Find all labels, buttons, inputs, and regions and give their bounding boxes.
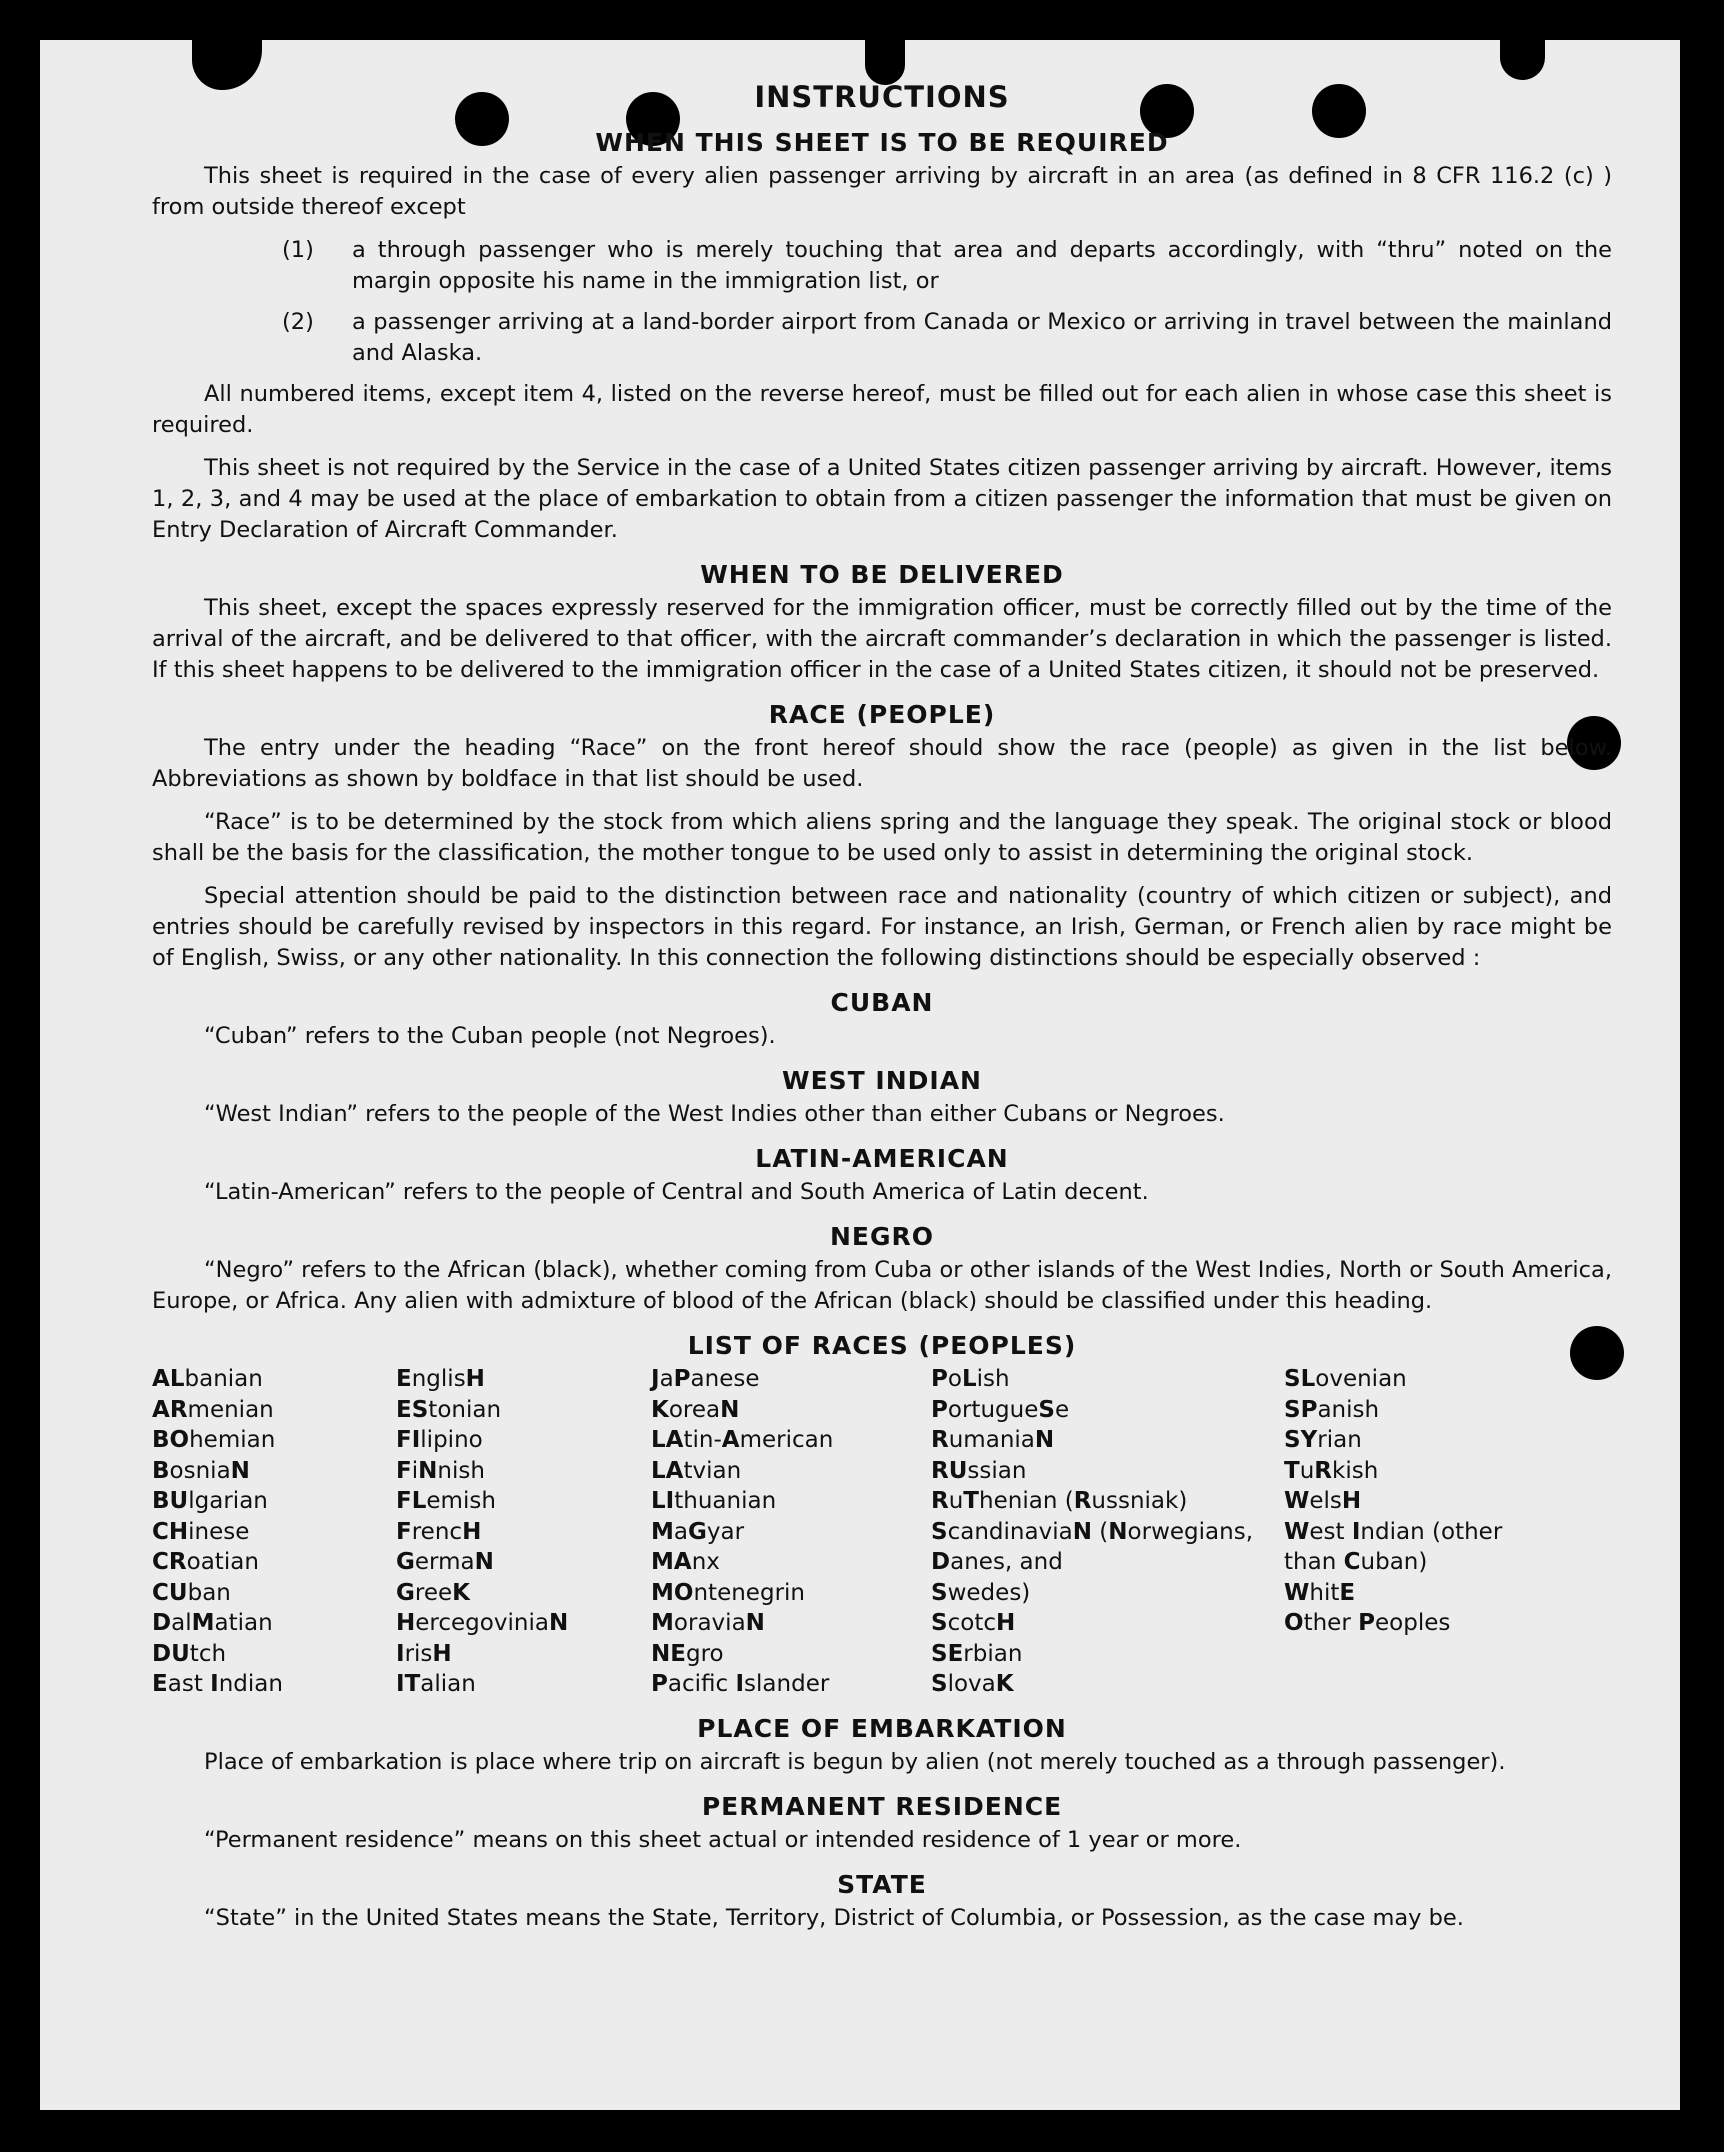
- paragraph: This sheet is required in the case of every alien passenger arriving by aircraft in an area (as defined in 8 CFR 116.2 (c) ) from outside thereof except: [152, 163, 1612, 220]
- race-entry: SPanish: [1284, 1396, 1380, 1423]
- section-heading-delivered: WHEN TO BE DELIVERED: [700, 560, 1064, 589]
- race-entry: WhitE: [1284, 1579, 1356, 1606]
- races-column: [1284, 1364, 1584, 1700]
- race-entry: MoraviaN: [651, 1610, 765, 1636]
- race-entry: RUssian: [931, 1457, 1027, 1484]
- race-entry: CHinese: [152, 1518, 250, 1545]
- paragraph: Special attention should be paid to the distinction between race and nationality (country of which citizen or subject), and entries should be carefully revised by inspectors in this regard. For instance, an Irish, German, or French alien by race might be of English, Swiss, or any other nationality. In this connection the following distinctions should be especially observed :: [152, 883, 1612, 971]
- paragraph: “Negro” refers to the African (black), whether coming from Cuba or other islands of the West Indies, North or South America, Europe, or Africa. Any alien with admixture of blood of the African (black) should be classified under this heading.: [152, 1257, 1612, 1314]
- section-heading-required: WHEN THIS SHEET IS TO BE REQUIRED: [595, 128, 1169, 157]
- race-entry: ScandinaviaN (Norwegians,: [931, 1518, 1254, 1545]
- race-entry: MOntenegrin: [651, 1579, 805, 1606]
- item-text: a passenger arriving at a land-border airport from Canada or Mexico or arriving in travel between the mainland and Alaska.: [352, 309, 1612, 366]
- section-heading-latin-american: LATIN-AMERICAN: [755, 1144, 1009, 1173]
- race-entry: Other Peoples: [1284, 1610, 1451, 1636]
- race-entry: FIlipino: [396, 1427, 483, 1453]
- paragraph: This sheet is not required by the Service in the case of a United States citizen passenger arriving by aircraft. However, items 1, 2, 3, and 4 may be used at the place of embarkation to obtain from a citizen passenger the information that must be given on Entry Declaration of Aircraft Commander.: [152, 455, 1612, 543]
- races-column: [152, 1364, 396, 1700]
- race-entry: RuThenian (Russniak): [931, 1488, 1188, 1514]
- race-entry: GreeK: [396, 1579, 470, 1606]
- section-heading-west-indian: WEST INDIAN: [782, 1066, 982, 1095]
- race-entry: EStonian: [396, 1396, 502, 1423]
- section-heading-residence: PERMANENT RESIDENCE: [701, 1791, 1063, 1821]
- race-entry: LAtvian: [651, 1457, 742, 1484]
- race-entry: DalMatian: [152, 1610, 273, 1636]
- section-heading-races-list: LIST OF RACES (PEOPLES): [687, 1331, 1077, 1360]
- item-number: (2): [282, 309, 314, 335]
- paragraph: Place of embarkation is place where trip on aircraft is begun by alien (not merely touched as a through passenger).: [204, 1748, 1506, 1775]
- race-entry: MAnx: [651, 1549, 720, 1575]
- race-entry: LAtin-American: [651, 1427, 834, 1453]
- paragraph: This sheet, except the spaces expressly reserved for the immigration officer, must be correctly filled out by the time of the arrival of the aircraft, and be delivered to that officer, with the aircraft commander’s declaration in which the passenger is listed. If this sheet happens to be delivered to the immigration officer in the case of a United States citizen, it should not be preserved.: [152, 595, 1612, 683]
- race-entry: SLovenian: [1284, 1366, 1407, 1392]
- section-heading-negro: NEGRO: [829, 1222, 935, 1251]
- instructions-content: [152, 40, 1612, 1946]
- race-entry: ScotcH: [931, 1610, 1016, 1636]
- race-entry: EnglisH: [396, 1366, 485, 1392]
- section-heading-race: RACE (PEOPLE): [768, 700, 996, 729]
- race-entry: BUlgarian: [152, 1488, 268, 1514]
- paragraph: “State” in the United States means the State, Territory, District of Columbia, or Possession, as the case may be.: [204, 1904, 1464, 1931]
- race-entry: ALbanian: [152, 1366, 263, 1392]
- paragraph: “West Indian” refers to the people of the West Indies other than either Cubans or Negroes.: [204, 1101, 1225, 1127]
- races-column: [396, 1364, 651, 1700]
- race-entry: Pacifc Islander: [651, 1671, 830, 1697]
- paragraph: “Latin-American” refers to the people of Central and South America of Latin decent.: [204, 1179, 1149, 1205]
- race-entry: BosniaN: [152, 1457, 250, 1484]
- item-number: (1): [282, 237, 314, 263]
- race-entry: SErbian: [931, 1640, 1023, 1667]
- race-entry: PortugueSe: [931, 1396, 1070, 1423]
- list-item: [152, 307, 1612, 369]
- races-column: [931, 1364, 1284, 1700]
- race-entry: than Cuban): [1284, 1549, 1428, 1575]
- paragraph: The entry under the heading “Race” on the front hereof should show the race (people) as given in the list below. Abbreviations as shown by boldface in that list should be used.: [152, 735, 1612, 792]
- race-entry: SlovaK: [931, 1671, 1014, 1697]
- race-entry: NEgro: [651, 1640, 724, 1667]
- race-entry: GermaN: [396, 1549, 494, 1575]
- race-entry: TuRkish: [1284, 1457, 1379, 1484]
- race-entry: FiNnish: [396, 1457, 485, 1484]
- race-entry: CUban: [152, 1579, 231, 1606]
- race-entry: West Indian (other: [1284, 1518, 1503, 1545]
- list-item: [152, 235, 1612, 297]
- races-table: [152, 1364, 1612, 1700]
- race-entry: KoreaN: [651, 1396, 740, 1423]
- race-entry: HercegoviniaN: [396, 1610, 569, 1636]
- race-entry: WelsH: [1284, 1488, 1362, 1514]
- race-entry: LIthuanian: [651, 1488, 777, 1514]
- race-entry: ARmenian: [152, 1396, 274, 1423]
- document-page: [40, 40, 1680, 2110]
- section-heading-embarkation: PLACE OF EMBARKATION: [697, 1713, 1067, 1743]
- item-text: a through passenger who is merely touching that area and departs accordingly, with “thru” noted on the margin opposite his name in the immigration list, or: [352, 237, 1612, 294]
- race-entry: JaPanese: [651, 1366, 760, 1392]
- race-entry: SYrian: [1284, 1427, 1362, 1453]
- race-entry: PoLish: [931, 1366, 1010, 1392]
- race-entry: RumaniaN: [931, 1427, 1055, 1453]
- race-entry: CRoatian: [152, 1549, 259, 1575]
- race-entry: FLemish: [396, 1488, 496, 1514]
- paragraph: “Race” is to be determined by the stock from which aliens spring and the language they speak. The original stock or blood shall be the basis for the classification, the mother tongue to be used only to assist in determining the original stock.: [152, 809, 1612, 866]
- section-heading-state: STATE: [837, 1869, 927, 1899]
- race-entry: BOhemian: [152, 1427, 276, 1453]
- paragraph: All numbered items, except item 4, listed on the reverse hereof, must be filled out for each alien in whose case this sheet is required.: [152, 381, 1612, 438]
- race-entry: ITalian: [396, 1671, 476, 1697]
- race-entry: MaGyar: [651, 1518, 745, 1545]
- race-entry: DUtch: [152, 1640, 227, 1667]
- race-entry: FrencH: [396, 1518, 482, 1545]
- race-entry: East Indian: [152, 1671, 283, 1697]
- race-entry: Swedes): [931, 1579, 1031, 1606]
- race-entry: IrisH: [396, 1640, 452, 1667]
- paragraph: “Cuban” refers to the Cuban people (not Negroes).: [204, 1023, 776, 1049]
- section-heading-cuban: CUBAN: [830, 988, 934, 1017]
- races-column: [651, 1364, 931, 1700]
- race-entry: Danes, and: [931, 1549, 1063, 1575]
- paragraph: “Permanent residence” means on this sheet actual or intended residence of 1 year or more.: [204, 1826, 1242, 1853]
- page-title: INSTRUCTIONS: [754, 80, 1010, 114]
